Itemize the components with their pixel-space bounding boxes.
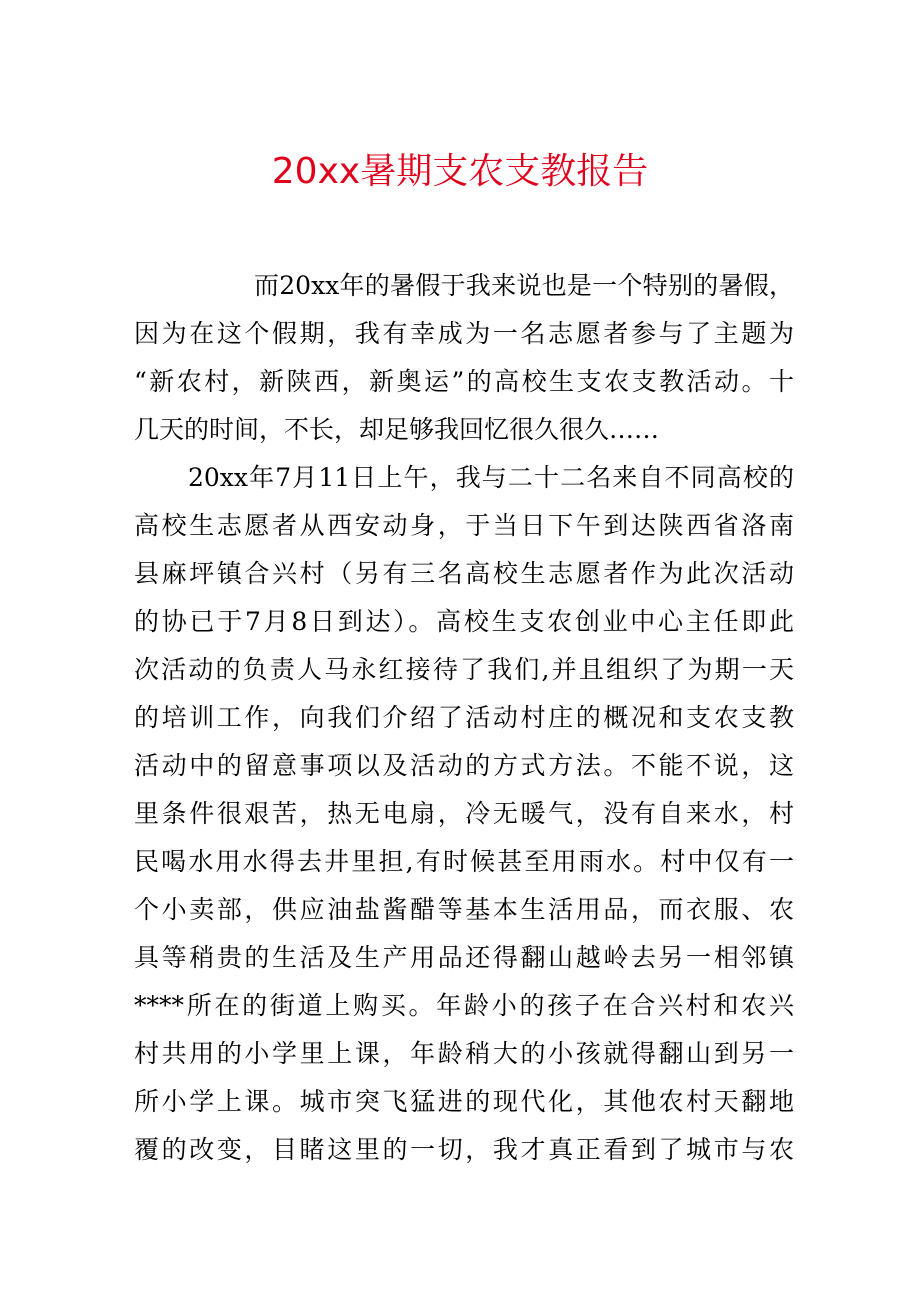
text-line: 具等稍贵的生活及生产用品还得翻山越岭去另一相邻镇 <box>134 943 794 972</box>
text-line: 所小学上课。城市突飞猛进的现代化，其他农村天翻地 <box>134 1087 794 1116</box>
document-title: 20xx暑期支农支教报告 <box>271 151 649 192</box>
paragraph-1 <box>134 262 794 454</box>
document-body <box>134 262 794 1174</box>
text-line: ****所在的街道上购买。年龄小的孩子在合兴村和农兴 <box>134 991 794 1020</box>
text-line: 高校生志愿者从西安动身，于当日下午到达陕西省洛南 <box>134 511 794 540</box>
text-line: 次活动的负责人马永红接待了我们,并且组织了为期一天 <box>134 655 794 684</box>
text-line: 几天的时间，不长，却足够我回忆很久很久…… <box>134 415 660 444</box>
text-line: 里条件很艰苦，热无电扇，冷无暖气，没有自来水，村 <box>134 799 794 828</box>
paragraph-2 <box>134 454 794 1174</box>
text-line: 民喝水用水得去井里担,有时候甚至用雨水。村中仅有一 <box>134 847 794 876</box>
text-line: 而20xx年的暑假于我来说也是一个特别的暑假， <box>254 271 794 300</box>
text-line: 因为在这个假期，我有幸成为一名志愿者参与了主题为 <box>134 319 794 348</box>
text-line: 个小卖部，供应油盐酱醋等基本生活用品，而衣服、农 <box>134 895 794 924</box>
text-line: 村共用的小学里上课，年龄稍大的小孩就得翻山到另一 <box>134 1039 794 1068</box>
text-line: 活动中的留意事项以及活动的方式方法。不能不说，这 <box>134 751 794 780</box>
text-line: 的协已于7月8日到达）。高校生支农创业中心主任即此 <box>134 607 794 636</box>
text-line: 县麻坪镇合兴村（另有三名高校生志愿者作为此次活动 <box>134 559 794 588</box>
text-line: “新农村，新陕西，新奥运”的高校生支农支教活动。十 <box>134 367 794 396</box>
text-line: 的培训工作，向我们介绍了活动村庄的概况和支农支教 <box>134 703 794 732</box>
text-line: 覆的改变，目睹这里的一切，我才真正看到了城市与农 <box>134 1135 794 1164</box>
text-line: 20xx年7月11日上午，我与二十二名来自不同高校的 <box>188 463 794 492</box>
